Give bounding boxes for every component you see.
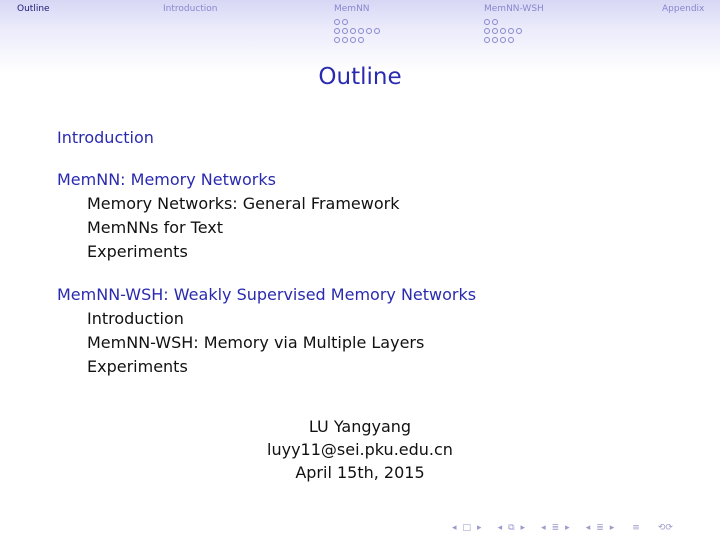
frame-dot[interactable] — [508, 37, 514, 43]
document-prev-icon[interactable]: ◂ — [585, 523, 591, 533]
search-back-forward-icon[interactable]: ⟲⟳ — [657, 523, 673, 533]
frame-dot[interactable] — [342, 19, 348, 25]
frame-dot[interactable] — [500, 28, 506, 34]
toc-section-memnn-wsh[interactable]: MemNN-WSH: Weakly Supervised Memory Networks — [57, 285, 477, 304]
memnn-frame-dots — [334, 17, 380, 44]
section-next-icon[interactable]: ▸ — [565, 523, 570, 533]
frame-dot[interactable] — [484, 37, 490, 43]
toc-subsection[interactable]: MemNN-WSH: Memory via Multiple Layers — [87, 333, 425, 352]
frame-dot[interactable] — [516, 28, 522, 34]
frame-dot[interactable] — [334, 28, 340, 34]
frame-dot[interactable] — [358, 28, 364, 34]
frame-dot[interactable] — [342, 28, 348, 34]
frame-dot[interactable] — [492, 28, 498, 34]
toc-section-introduction[interactable]: Introduction — [57, 128, 154, 147]
frame-dot[interactable] — [358, 37, 364, 43]
beamer-navigation-symbols — [452, 521, 673, 535]
author-block — [0, 415, 720, 484]
frame-dot[interactable] — [374, 28, 380, 34]
frame-prev-icon[interactable]: ◂ — [452, 523, 457, 533]
toc-icon[interactable]: ≡ — [632, 523, 640, 533]
nav-section-memnn[interactable]: MemNN — [334, 4, 370, 14]
author-name: LU Yangyang — [308, 417, 412, 436]
toc-subsection[interactable]: MemNNs for Text — [87, 218, 224, 237]
frame-dot[interactable] — [366, 28, 372, 34]
header-navigation-bar — [0, 0, 720, 72]
author-email: luyy11@sei.pku.edu.cn — [267, 440, 453, 459]
nav-section-introduction[interactable]: Introduction — [163, 4, 218, 14]
frame-icon[interactable]: □ — [462, 523, 472, 533]
toc-subsection[interactable]: Experiments — [87, 242, 188, 261]
frame-dot[interactable] — [492, 37, 498, 43]
toc-subsection[interactable]: Experiments — [87, 357, 188, 376]
subsection-next-icon[interactable]: ▸ — [520, 523, 526, 533]
document-next-icon[interactable]: ▸ — [609, 523, 615, 533]
frame-dot[interactable] — [334, 19, 340, 25]
nav-section-outline[interactable]: Outline — [17, 4, 50, 14]
subsection-icon[interactable]: ⧉ — [508, 523, 515, 533]
frame-dot[interactable] — [342, 37, 348, 43]
section-icon[interactable]: ≣ — [551, 523, 560, 533]
document-icon[interactable]: ≣ — [596, 523, 604, 533]
frame-dot[interactable] — [334, 37, 340, 43]
nav-section-memnn-wsh[interactable]: MemNN-WSH — [484, 4, 544, 14]
memnn-wsh-frame-dots — [484, 17, 522, 44]
frame-dot[interactable] — [484, 28, 490, 34]
table-of-contents — [57, 126, 476, 379]
toc-section-memnn[interactable]: MemNN: Memory Networks — [57, 170, 276, 189]
frame-dot[interactable] — [500, 37, 506, 43]
frame-dot[interactable] — [492, 19, 498, 25]
nav-section-appendix[interactable]: Appendix — [662, 4, 705, 14]
slide-title: Outline — [318, 64, 402, 90]
frame-dot[interactable] — [484, 19, 490, 25]
frame-dot[interactable] — [508, 28, 514, 34]
presentation-date: April 15th, 2015 — [295, 463, 425, 482]
frame-next-icon[interactable]: ▸ — [477, 523, 482, 533]
frame-dot[interactable] — [350, 37, 356, 43]
subsection-prev-icon[interactable]: ◂ — [497, 523, 503, 533]
toc-subsection[interactable]: Introduction — [87, 309, 184, 328]
toc-subsection[interactable]: Memory Networks: General Framework — [87, 194, 400, 213]
frame-dot[interactable] — [350, 28, 356, 34]
section-prev-icon[interactable]: ◂ — [541, 523, 546, 533]
